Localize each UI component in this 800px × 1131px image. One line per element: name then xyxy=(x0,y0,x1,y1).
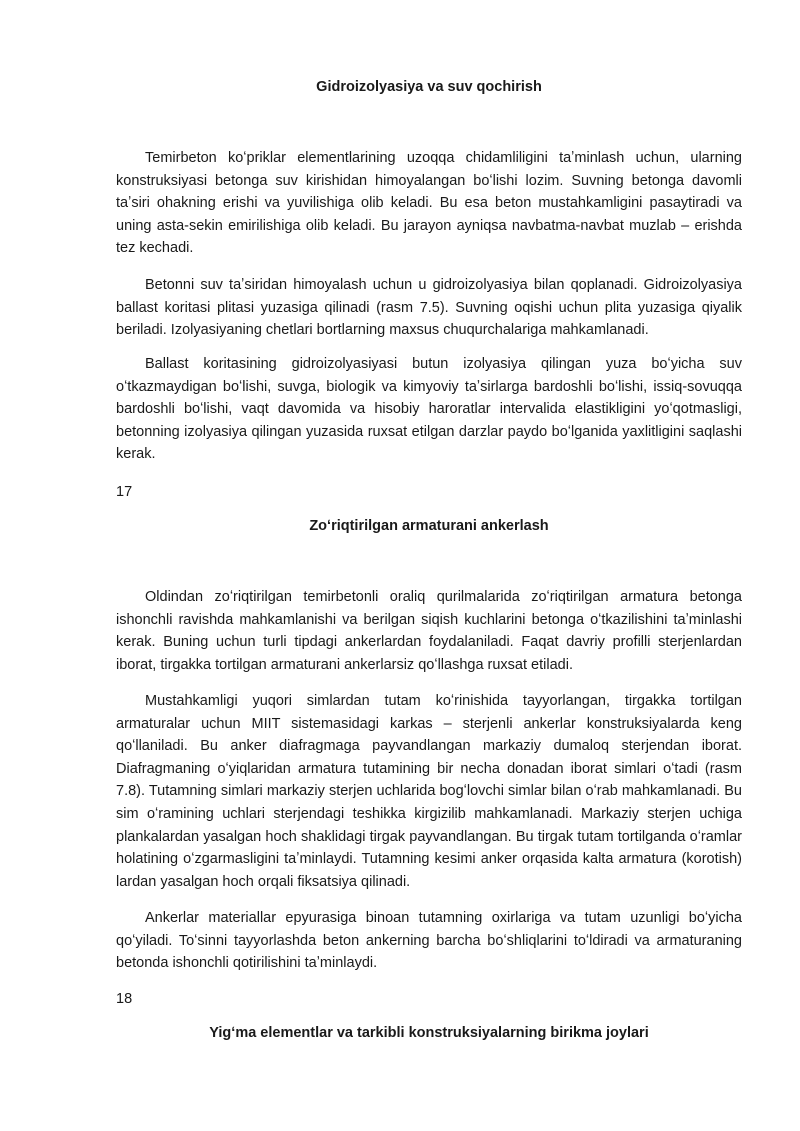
paragraph: Mustahkamligi yuqori simlardan tutam koʻrinishida tayyorlangan, tirgakka tortilgan armaturalar uchun MIIT sistemasidagi karkas – sterjenli ankerlar konstruksiyalarda keng qoʻllaniladi. Bu anker diafragmaga payvandlangan markaziy dumaloq sterjendan iborat. Diafragmaning oʻyiqlaridan armatura tutamining bir necha donadan iborat simlari oʻtadi (rasm 7.8). Tutamning simlari markaziy sterjen uchlarida bogʻlovchi simlar bilan oʻrab mahkamlanadi. Bu sim oʻramining uchlari sterjendagi teshikka kirgizilib mahkamlanadi. Markaziy sterjen uchiga plankalardan yasalgan hoch shaklidagi tirgak payvandlangan. Bu tirgak tutam tortilganda oʻramlar holatining oʻzgarmasligini taʼminlaydi. Tutamning kesimi anker orqasida kalta armatura (korotish) lardan yasalgan hoch orqali fiksatsiya qilinadi. xyxy=(116,693,742,890)
paragraph: Ankerlar materiallar epyurasiga binoan tutamning oxirlariga va tutam uzunligi boʻyicha qoʻyiladi. Toʻsinni tayyorlashda beton ankerning barcha boʻshliqlarini toʻldiradi va armaturaning betonda ishonchli qotirilishini taʼminlaydi. xyxy=(116,910,742,972)
paragraph: Ballast koritasining gidroizolyasiyasi butun izolyasiya qilingan yuza boʻyicha suv oʻtkazmaydigan boʻlishi, suvga, biologik va kimyoviy taʼsirlarga bardoshli boʻlishi, issiq-sovuqqa bardoshli boʻlishi, vaqt davomida va hisobiy haroratlar intervalida elastikligini yoʻqotmasligi, betonning izolyasiya qilingan yuzasida ruxsat etilgan darzlar paydo boʻlganida yaxlitligini saqlashi kerak. xyxy=(116,356,742,463)
paragraph: Betonni suv taʼsiridan himoyalash uchun u gidroizolyasiya bilan qoplanadi. Gidroizolyasiya ballast koritasi plitasi yuzasiga qilinadi (rasm 7.5). Suvning oqishi uchun plita yuzasiga qiyalik beriladi. Izolyasiyaning chetlari bortlarning maxsus chuqurchalariga mahkamlanadi. xyxy=(116,277,742,339)
section-title-ankerlash: Zoʻriqtirilgan armaturani ankerlash xyxy=(309,518,549,534)
paragraph: Temirbeton koʻpriklar elementlarining uzoqqa chidamliligini taʼminlash uchun, ularning konstruksiyasi betonga suv kirishidan himoyalangan boʻlishi lozim. Suvning betonga davomli taʼsiri ohakning erishi va yuvilishiga olib keladi. Bu esa beton mustahkamligini pasaytiradi va uning asta-sekin emirilishiga olib keladi. Bu jarayon ayniqsa navbatma-navbat muzlab – erishda tez kechadi. xyxy=(116,150,742,257)
page-number: 17 xyxy=(116,484,133,500)
section-title-gidroizolyasiya: Gidroizolyasiya va suv qochirish xyxy=(316,79,542,95)
section-title-birikma-joylari: Yigʻma elementlar va tarkibli konstruksiyalarning birikma joylari xyxy=(209,1025,649,1041)
page-number: 18 xyxy=(116,991,133,1007)
paragraph: Oldindan zoʻriqtirilgan temirbetonli oraliq qurilmalarida zoʻriqtirilgan armatura betonga ishonchli ravishda mahkamlanishi va berilgan siqish kuchlarini betonga oʻtkazilishini taʼminlashi kerak. Buning uchun turli tipdagi ankerlardan foydalaniladi. Faqat davriy profilli sterjenlardan iborat, tirgakka tortilgan armaturani ankerlarsiz qoʻllashga ruxsat etiladi. xyxy=(116,589,742,673)
